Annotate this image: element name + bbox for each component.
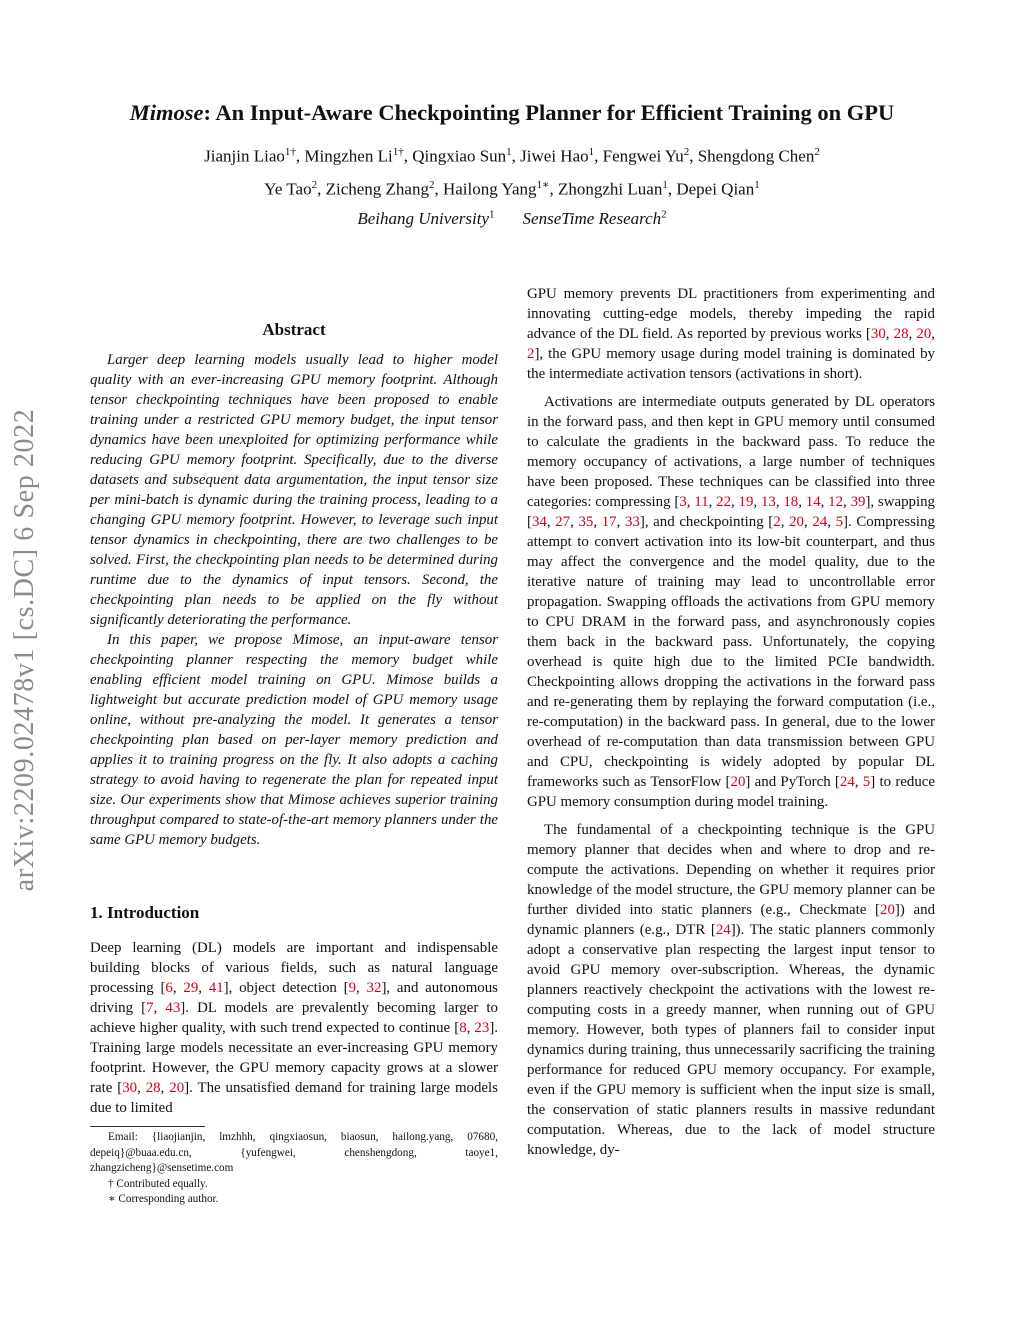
affiliation-name: Beihang University — [357, 208, 490, 228]
author-name: Hailong Yang — [442, 179, 537, 199]
author-affiliation-mark: 1† — [392, 146, 404, 158]
citation-link[interactable]: 28 — [893, 326, 909, 342]
text-run: , — [356, 980, 367, 996]
footnote-email: Email: {liaojianjin, lmzhhh, qingxiaosun, biaosun, hailong.yang, 07680, depeiq}@buaa.edu.cn, {yufengwei, chenshengdong, taoye1, zhangzicheng}@sensetime.com — [90, 1131, 498, 1174]
citation-link[interactable]: 20 — [169, 1080, 185, 1096]
text-run: , — [686, 494, 695, 510]
author-name: Depei Qian — [676, 179, 755, 199]
abstract-paragraph: Larger deep learning models usually lead to higher model quality with an ever-increasing GPU memory footprint. Although tensor checkpointing techniques have been proposed to enable training under a restricted GPU memory budget, the input tensor dynamics have been unexploited for optimizing performance while reducing GPU memory footprint. Specifically, due to the diverse datasets and subsequent data argumentation, the input tensor size per mini-batch is dynamic during the training process, leading to a changing GPU memory footprint. However, to leverage such input tensor dynamics in checkpointing, there are two challenges to be solved. First, the checkpointing plan needs to be determined during runtime due to the dynamics of input tensors. Second, the checkpointing plan needs to be applied on the fly without significantly deteriorating the performance. — [90, 352, 498, 628]
text-run: , — [593, 514, 602, 530]
text-run: , — [616, 514, 625, 530]
author-affiliation-mark: 2 — [814, 146, 820, 158]
author-name: Ye Tao — [264, 179, 312, 199]
citation-link[interactable]: 32 — [366, 980, 382, 996]
text-run: ], swapping [ — [527, 494, 935, 530]
citation-link[interactable]: 27 — [555, 514, 571, 530]
body-paragraph — [527, 820, 935, 1160]
author-affiliation-mark: 1 — [754, 179, 760, 191]
text-run: , — [827, 514, 836, 530]
affiliations — [0, 208, 1024, 229]
text-run: , — [708, 494, 717, 510]
text-run: , — [908, 326, 917, 342]
text-run: , — [820, 494, 829, 510]
text-run: ] to reduce GPU memory consumption during model training. — [527, 774, 935, 810]
citation-link[interactable]: 35 — [578, 514, 594, 530]
arxiv-identifier: arXiv:2209.02478v1 [cs.DC] 6 Sep 2022 — [9, 408, 40, 892]
citation-link[interactable]: 20 — [880, 902, 895, 918]
author-affiliation-mark: 2 — [428, 179, 435, 191]
citation-link[interactable]: 2 — [773, 514, 781, 530]
text-run: , — [172, 980, 184, 996]
text-run: The fundamental of a checkpointing technique is the GPU memory planner that decides when and where to drop and re-compute the activations. Depending on whether it requires prior knowledge of the model structure, the GPU memory planner can be further divided into static planners (e.g., Checkmate [ — [527, 822, 935, 918]
right-column-body — [527, 284, 935, 1168]
section-heading-introduction: 1. Introduction — [90, 903, 200, 922]
text-run: , — [570, 514, 579, 530]
citation-link[interactable]: 5 — [862, 774, 871, 790]
text-run: , — [803, 514, 813, 530]
citation-link[interactable]: 24 — [812, 514, 828, 530]
author-name: Zhongzhi Luan — [557, 179, 663, 199]
citation-link[interactable]: 23 — [474, 1020, 490, 1036]
text-run: , — [931, 326, 935, 342]
text-run: GPU memory prevents DL practitioners from experimenting and innovating cutting-edge models, thereby impeding the rapid advance of the DL field. As reported by previous works [ — [527, 286, 935, 342]
title-text: : An Input-Aware Checkpointing Planner for Efficient Training on GPU — [203, 100, 895, 125]
citation-link[interactable]: 7 — [146, 1000, 154, 1016]
text-run: , — [843, 494, 851, 510]
citation-link[interactable]: 19 — [738, 494, 754, 510]
text-run: , — [137, 1080, 146, 1096]
citation-link[interactable]: 20 — [916, 326, 932, 342]
citation-link[interactable]: 2 — [527, 346, 535, 362]
citation-link[interactable]: 11 — [694, 494, 709, 510]
author-affiliation-mark: 2 — [311, 179, 318, 191]
affiliation-mark: 1 — [489, 208, 495, 220]
citation-link[interactable]: 12 — [828, 494, 844, 510]
text-run: ]) and dynamic planners (e.g., DTR [ — [527, 902, 936, 938]
citation-link[interactable]: 8 — [459, 1020, 467, 1036]
text-run: ], object detection [ — [223, 980, 349, 996]
title-system-name: Mimose — [129, 100, 204, 125]
citation-link[interactable]: 39 — [850, 494, 866, 510]
author-name: Jianjin Liao — [204, 146, 285, 166]
citation-link[interactable]: 18 — [783, 494, 799, 510]
footnotes — [90, 1130, 498, 1208]
authors-line-2: Ye Tao$^2$, Zicheng Zhang$^2$, Hailong Yang$^{1∗}$, Zhongzhi Luan$^1$, Depei Qian$^1$ — [264, 179, 760, 199]
authors-line-1: Jianjin Liao$^{1\dagger}$, Mingzhen $Li^{1\dagger}$, Qingxiao Sun$^1$, Jiwei Hao$^1$, Fengwei Yu$^2$, Shengdong Chen$^2$ — [204, 146, 820, 166]
citation-link[interactable]: 13 — [760, 494, 776, 510]
text-run: , — [798, 494, 806, 510]
introduction-body — [90, 938, 498, 1126]
citation-link[interactable]: 22 — [716, 494, 732, 510]
author-affiliation-mark: 1∗ — [536, 179, 550, 191]
affiliation — [357, 209, 494, 228]
paper-title — [0, 100, 1024, 126]
author-affiliation-mark: 1 — [506, 146, 512, 158]
footnote-rule — [90, 1126, 205, 1127]
author-affiliation-mark: 2 — [683, 146, 690, 158]
affiliation — [523, 209, 667, 228]
author-name: Mingzhen Li — [304, 146, 393, 166]
citation-link[interactable]: 34 — [531, 514, 547, 530]
text-run: ]. Training large models necessitate an ever-increasing GPU memory footprint. However, the GPU memory capacity grows at a slower rate [ — [90, 1020, 498, 1096]
citation-link[interactable]: 6 — [165, 980, 173, 996]
citation-link[interactable]: 33 — [624, 514, 640, 530]
citation-link[interactable]: 20 — [789, 514, 804, 530]
text-run: Activations are intermediate outputs generated by DL operators in the forward pass, and then kept in GPU memory until consumed to calculate the gradients in the backward pass. To reduce the memory occupancy of activations, a large number of techniques have been proposed. These techniques can be classified into three categories: compressing [ — [527, 394, 935, 510]
citation-link[interactable]: 24 — [839, 774, 855, 790]
author-name: Jiwei Hao — [520, 146, 589, 166]
text-run: Deep learning (DL) models are important and indispensable building blocks of various fields, such as natural language processing [ — [90, 940, 498, 996]
text-run: ], and autonomous driving [ — [90, 980, 498, 1016]
text-run: ], the GPU memory usage during model training is dominated by the intermediate activation tensors (activations in short). — [527, 346, 935, 382]
citation-link[interactable]: 43 — [165, 1000, 181, 1016]
affiliation-mark: 2 — [661, 208, 667, 220]
abstract-paragraph: In this paper, we propose Mimose, an input-aware tensor checkpointing planner respecting the memory budget while enabling efficient model training on GPU. Mimose builds a lightweight but accurate prediction model of GPU memory usage online, without pre-analyzing the model. It generates a tensor checkpointing plan based on per-layer memory prediction and applies it to training progress on the fly. It also adopts a caching strategy to avoid having to regenerate the plan for repeated input size. Our experiments show that Mimose achieves superior training throughput compared to state-of-the-art memory planners under the same GPU memory budgets. — [90, 632, 498, 848]
author-name: Fengwei Yu — [602, 146, 684, 166]
footnote-corresponding: ∗ Corresponding author. — [108, 1193, 219, 1205]
text-run: ]. Compressing attempt to convert activation into its low-bit counterpart, and thus may affect the convergence and the model quality, due to the iterative nature of training may lead to uncontrollable error propagation. Swapping offloads the activations from GPU memory to CPU DRAM in the forward pass, and asynchronously copies them back in the backward pass. Unfortunately, the copying overhead is quite high due to the limited PCIe bandwidth. Checkpointing allows dropping the activations in the forward pass and re-generating them by replaying the forward computation (i.e., re-computation) in the backward pass. In general, due to the lower overhead of re-computation than data transmission between GPU and CPU, checkpointing is widely adopted by popular DL frameworks such as TensorFlow [ — [527, 514, 935, 790]
text-run: ]). The static planners commonly adopt a conservative plan respecting the largest input tensor to avoid GPU memory over-subscription. Whereas, the dynamic planners reactively checkpoint the activations with the lowest re-computing costs in a greedy manner, when running out of GPU memory. However, both types of planners fail to consider input dynamics during training, thus unnecessarily sacrificing the training performance for reduced GPU memory occupancy. For example, even if the GPU memory is sufficient when the input size is small, the conservation of static planners results in massive redundant computation. Whereas, due to the lack of model structure knowledge, dy- — [527, 922, 935, 1158]
abstract-heading: Abstract — [262, 320, 326, 339]
text-run: , — [466, 1020, 475, 1036]
text-run: , — [546, 514, 556, 530]
text-run: , — [885, 326, 894, 342]
citation-link[interactable]: 24 — [715, 922, 731, 938]
citation-link[interactable]: 20 — [730, 774, 746, 790]
author-affiliation-mark: 1† — [284, 146, 296, 158]
footnote-contributed: † Contributed equally. — [108, 1177, 208, 1190]
author-name: Zicheng Zhang — [325, 179, 429, 199]
author-affiliation-mark: 1 — [662, 179, 668, 191]
citation-link[interactable]: 30 — [122, 1080, 138, 1096]
author-name: Shengdong Chen — [697, 146, 815, 166]
affiliation-name: SenseTime Research — [522, 208, 662, 228]
body-paragraph — [527, 284, 935, 384]
text-run: , — [753, 494, 761, 510]
text-run: ], and checkpointing [ — [639, 514, 774, 530]
abstract-body — [90, 350, 498, 850]
citation-link[interactable]: 41 — [208, 980, 224, 996]
text-run: , — [731, 494, 739, 510]
text-run: , — [153, 1000, 166, 1016]
citation-link[interactable]: 9 — [348, 980, 357, 996]
text-run: , — [198, 980, 209, 996]
citation-link[interactable]: 28 — [145, 1080, 161, 1096]
text-run: , — [775, 494, 784, 510]
text-run: , — [780, 514, 790, 530]
text-run: ]. DL models are prevalently becoming larger to achieve higher quality, with such trend expected to continue [ — [90, 1000, 498, 1036]
citation-link[interactable]: 14 — [805, 494, 821, 510]
citation-link[interactable]: 30 — [870, 326, 886, 342]
text-run: ] and PyTorch [ — [745, 774, 840, 790]
intro-paragraph — [90, 938, 498, 1118]
citation-link[interactable]: 17 — [601, 514, 617, 530]
body-paragraph — [527, 392, 935, 812]
author-affiliation-mark: 1 — [588, 146, 595, 158]
citation-link[interactable]: 5 — [835, 514, 844, 530]
text-run: , — [854, 774, 863, 790]
citation-link[interactable]: 29 — [183, 980, 199, 996]
text-run: ]. The unsatisfied demand for training large models due to limited — [90, 1080, 498, 1116]
citation-link[interactable]: 3 — [679, 494, 687, 510]
text-run: , — [160, 1080, 170, 1096]
author-name: Qingxiao Sun — [412, 146, 507, 166]
